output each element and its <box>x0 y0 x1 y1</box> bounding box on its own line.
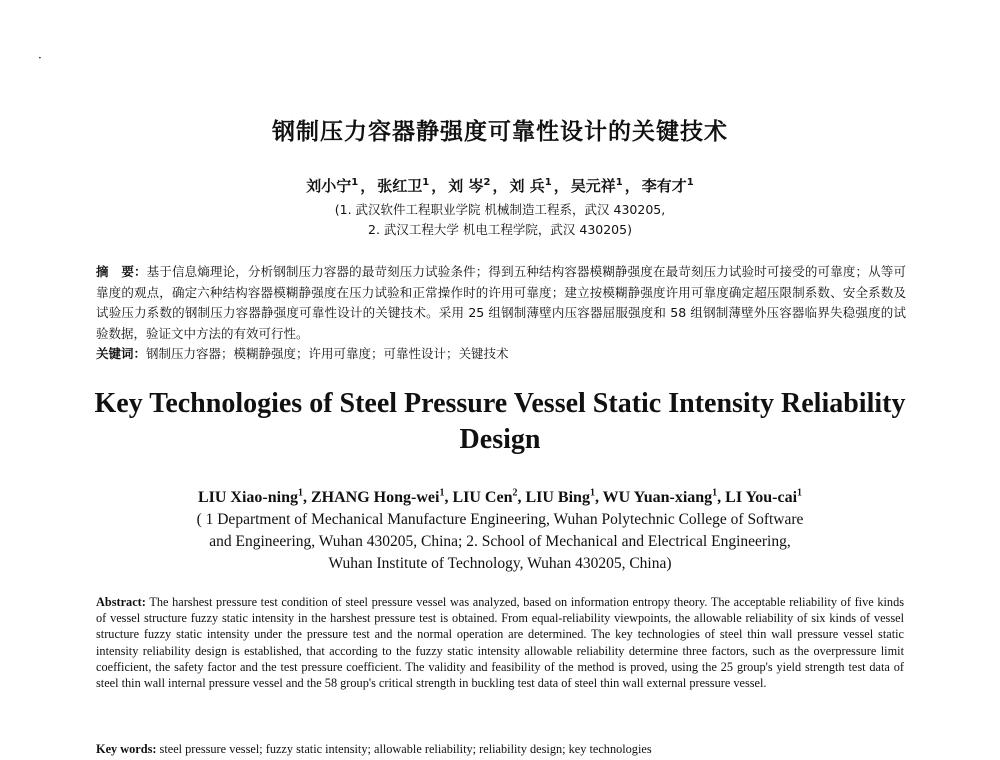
english-affiliation-line: Wuhan Institute of Technology, Wuhan 430205, China) <box>328 555 672 572</box>
chinese-keywords <box>96 344 906 364</box>
chinese-author: 刘 岑$^2$ <box>448 177 491 195</box>
english-keywords <box>96 741 904 757</box>
english-affiliation-line: ( 1 Department of Mechanical Manufacture Engineering, Wuhan Polytechnic College of Software <box>196 511 804 528</box>
english-author: WU Yuan-xiang$^1$ <box>602 487 718 506</box>
english-author: LIU Bing$^1$ <box>525 487 595 506</box>
chinese-affiliations <box>0 200 1000 240</box>
chinese-keywords-text: 钢制压力容器；模糊静强度；许用可靠度；可靠性设计；关键技术 <box>146 346 509 361</box>
english-author: LIU Cen$^2$ <box>452 487 518 506</box>
chinese-abstract-label: 摘 要： <box>96 264 147 279</box>
chinese-authors: 刘小宁$^1$ ， 张红卫$^1$ ， 刘 岑$^2$ ， 刘 兵$^1$ ， 吴元祥$^1$ ， 李有才$^1$ <box>306 177 694 195</box>
english-author: LI You-cai$^1$ <box>725 487 803 506</box>
chinese-author: 吴元祥$^1$ <box>570 177 623 195</box>
chinese-keywords-label: 关键词： <box>96 346 147 361</box>
chinese-author: 李有才$^1$ <box>641 177 694 195</box>
chinese-affiliation-line: (1. 武汉软件工程职业学院 机械制造工程系，武汉 430205, <box>334 202 666 217</box>
chinese-abstract-text: 基于信息熵理论，分析钢制压力容器的最苛刻压力试验条件；得到五种结构容器模糊静强度在最苛刻压力试验时可接受的可靠度；从等可靠度的观点，确定六种结构容器模糊静强度在压力试验和正常操作时的许用可靠度；建立按模糊静强度许用可靠度确定超压限制系数、安全系数及试验压力系数的钢制压力容器静强度可靠性设计的关键技术。采用 25 组钢制薄壁内压容器屈服强度和 58 组钢制薄壁外压容器临界失稳强度的试验数据，验证文中方法的有效可行性。 <box>96 264 906 341</box>
english-affiliation-line: and Engineering, Wuhan 430205, China; 2. School of Mechanical and Electrical Engineering, <box>209 533 791 550</box>
english-author: ZHANG Hong-wei$^1$ <box>311 487 445 506</box>
english-affiliations <box>0 509 1000 575</box>
english-abstract-text: The harshest pressure test condition of steel pressure vessel was analyzed, based on information entropy theory. The acceptable reliability of five kinds of vessel structure fuzzy static intensity in the harshest pressure test is obtained. From equal-reliability viewpoints, the allowable reliability of six kinds of vessel structure fuzzy static intensity under the pressure test and the normal operation are determined. The key technologies of steel thin wall pressure vessel static intensity reliability design is established, that according to the fuzzy static intensity allowable reliability determine three factors, such as the overpressure limit coefficient, the safety factor and the test pressure coefficient. The validity and feasibility of the method is proved, using the 25 group's yield strength test data of steel thin wall internal pressure vessel and the 58 group's critical strength in buckling test data of steel thin wall external pressure vessel. <box>96 595 905 691</box>
chinese-author: 刘小宁$^1$ <box>306 177 359 195</box>
english-keywords-label: Key words: <box>96 742 157 756</box>
chinese-author: 刘 兵$^1$ <box>509 177 552 195</box>
english-abstract-label: Abstract: <box>96 595 146 609</box>
chinese-author: 张红卫$^1$ <box>377 177 430 195</box>
stray-mark: · <box>38 51 42 65</box>
english-author: LIU Xiao-ning$^1$ <box>197 487 303 506</box>
chinese-abstract <box>96 262 906 344</box>
english-authors: LIU Xiao-ning$^1$, ZHANG Hong-wei$^1$, LIU Cen$^2$, LIU Bing$^1$, WU Yuan-xiang$^1$, LI You-cai$^1$ <box>197 487 803 506</box>
english-keywords-text: steel pressure vessel; fuzzy static intensity; allowable reliability; reliability design; key technologies <box>159 742 652 756</box>
chinese-title: 钢制压力容器静强度可靠性设计的关键技术 <box>272 119 728 145</box>
english-abstract <box>96 594 904 691</box>
chinese-affiliation-line: 2. 武汉工程大学 机电工程学院，武汉 430205) <box>368 222 632 237</box>
english-title: Key Technologies of Steel Pressure Vessel Static Intensity Reliability Design <box>94 388 906 455</box>
